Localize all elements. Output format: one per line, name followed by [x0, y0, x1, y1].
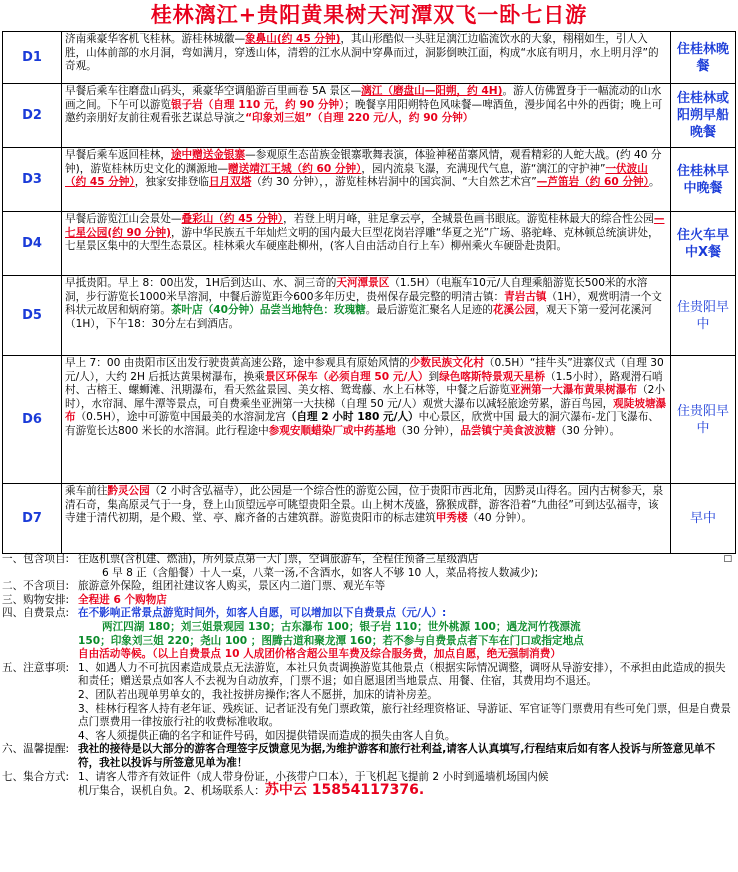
- page-title: 桂林漓江+贵阳黄果树天河潭双飞一卧七日游: [150, 2, 588, 27]
- description-segment: 品尝镇宁美食波波糖: [460, 424, 556, 437]
- description-segment: 品尝当地特色：: [259, 304, 334, 316]
- meal-info: 早中: [671, 484, 736, 554]
- description-segment: ，其山形酷似一头驻足漓江边临流饮水的大象，栩栩如生，引人入胜，山体前部的水月洞，弯如满月，穿透山体，清碧的江水从洞中穿鼻而过，洞影倒映江面，构成“水底有明月，水上明月浮”的奇观。: [65, 33, 659, 72]
- description-segment: —参观原生态苗族金银寨歌舞表演，体验神秘苗寨风情，观看精彩的人蛇大战。(约 40 分钟)，游览桂林历史文化的渊源地—: [65, 149, 662, 175]
- note-gathering: 七、集合方式: 1、请客人带齐有效证件（成人带身份证，小孩带户口本），于飞机起飞提前 2 小时到遥墙机场国内候 机厅集合，误机自负。2、机场联系人：苏中云 15854117376.: [2, 770, 549, 799]
- description-segment: （1.5H）（电瓶车10元/人自理乘船游览长500米的水溶洞，步行游览长1000米旱溶洞，中餐后游览距今600多年历史，贵州保存最完整的明清古镇：: [65, 277, 648, 303]
- day-description: [62, 484, 671, 554]
- contact-phone: 苏中云 15854117376.: [264, 782, 425, 799]
- description-segment: ，独家安排登临: [134, 176, 209, 188]
- square-icon: □: [723, 554, 732, 564]
- itinerary-row: [3, 356, 736, 484]
- description-segment: 亚洲第一大瀑布黄果树瀑布: [509, 384, 638, 396]
- description-segment: 。游人仿佛置身于一幅流动的山水画之间。下午可以游览: [65, 85, 662, 111]
- itinerary-row: [3, 32, 736, 84]
- description-segment: 早上 7：00 由贵阳市区出发行驶贵黄高速公路，途中参观具有原始风情的: [65, 357, 410, 369]
- day-description: [62, 84, 671, 148]
- description-segment: 茶叶店（40分钟）: [170, 304, 260, 316]
- description-segment: 花溪公园: [492, 304, 536, 316]
- itinerary-table: [2, 31, 736, 554]
- description-segment: 银子岩（自理 110 元，约 90 分钟）: [170, 98, 345, 111]
- day-label: D3: [3, 148, 62, 212]
- description-segment: 到: [428, 370, 440, 383]
- description-segment: 乘车前往: [65, 485, 108, 497]
- description-segment: ，若登上明月峰，驻足拿云亭，全城景色画书眼底。游览桂林最大的综合性公园: [283, 213, 654, 225]
- description-segment: 漓江（磨盘山—阳朔，约 4H): [361, 85, 503, 97]
- description-segment: （30 分钟）。: [555, 424, 621, 437]
- note-optional: 四、自费景点: 在不影响正常景点游览时间外，如客人自愿，可以增加以下自费景点（元/人）: 两江四湖 180；刘三姐景观园 130；古东瀑布 100；银子岩 110；世外桃源 100；遇龙河竹筏漂流 150；印象刘三姐 220；尧山 100 ；图腾古道和聚龙潭 160；若不参与自费景点者下车在门口或指定地点 自由活动等候。（以上自费景点 10 人成团价格含超公里车费及综合服务费，加点自愿，绝无强制消费）: [2, 607, 584, 661]
- description-segment: （40 分钟）。: [467, 512, 533, 524]
- description-segment: “印象刘三姐”（自理 220 元/人，约 90 分钟）: [245, 112, 474, 124]
- description-segment: 参观安顺蜡染厂或中药基地: [268, 424, 396, 437]
- notes-section: [2, 553, 736, 799]
- description-segment: （2 小时含弘福寺），此公园是一个综合性的游览公园，位于贵阳市西北角，因黔灵山得名。园内古树参天，泉清石奇，集高原灵气于一身，登上山顶望远亭可眺望贵阳全景。山上树木茂盛，猕猴成群，游客沿着“九曲径”可到达弘福寺，该寺建于清代初期，是个殿、堂、亭、廊齐备的古建筑群。游览贵阳市的标志建筑: [65, 485, 664, 524]
- description-segment: （约 30 分钟），，游览桂林岩洞中的国宾洞、“大自然艺术宫”: [251, 176, 537, 188]
- description-segment: （30 分钟），: [395, 424, 461, 437]
- description-segment: 中心景区，欣赏中国 最大的洞穴瀑布-龙门飞瀑布、有游览长达800 米长的水溶洞。此行程途中: [65, 411, 659, 437]
- note-reminder: 六、温馨提醒: 我社的接待是以大部分的游客合理签字反馈意见为据,为维护游客和旅行社利益,请客人认真填写,行程结束后如有客人投诉与所签意见单不符，我社以投诉与所签意见单为准！: [2, 743, 716, 769]
- day-label: D5: [3, 276, 62, 356]
- meal-info: 住桂林或阳朔早船晚餐: [671, 84, 736, 148]
- day-description: [62, 148, 671, 212]
- description-segment: ，园内流泉飞瀑，充满现代气息，游“漓江的守护神”: [361, 162, 606, 175]
- description-segment: 早餐后乘车往磨盘山码头，乘豪华空调船游百里画卷 5A 景区—: [65, 85, 362, 97]
- description-segment: —七星公园(约 90 分钟): [65, 213, 665, 239]
- description-segment: 象鼻山(约 45 分钟): [245, 33, 341, 45]
- description-segment: （自理 2 小时 180 元/人）: [285, 411, 419, 423]
- meal-info: 住贵阳早中: [671, 276, 736, 356]
- note-included: 一、包含项目: 往返机票(含机建、燃油)，所列景点第一大门票，空调旅游车，全程住预备三星级酒店 6 早 8 正（含船餐）十人一桌，八菜一汤,不含酒水，如客人不够 10 人，菜品将按人数减少);: [2, 553, 539, 579]
- description-segment: ，游中华民族五千年灿烂文明的国内最大巨型花岗岩浮雕“华夏之光”广场、骆驼峰、克林顿总统演讲处，七星景区集中的大型生态景区。桂林乘火车硬座赴柳州，(客人自由活动自行上车）柳州乘火车硬卧赴贵阳。: [65, 226, 659, 252]
- meal-info: 住火车早中X餐: [671, 212, 736, 276]
- description-segment: （0.5H）“挂牛头”进寨仪式（自理 30 元/人），大约 2H 后抵达黄果树瀑布，换乘: [65, 357, 664, 383]
- description-segment: 天河潭景区: [336, 277, 390, 289]
- description-segment: 途中赠送金银寨: [170, 149, 246, 161]
- description-segment: 黔灵公园: [107, 485, 150, 497]
- description-segment: ；晚餐享用阳朔特色风味餐—啤酒鱼，漫步闻名中外的西街；晚上可邀约亲朋好友前往观看张艺谋总导演之: [65, 98, 663, 124]
- day-label: D6: [3, 356, 62, 484]
- description-segment: （1.5小时），路观滑石哨村、古榕王、螺蛳滩、汛期瀑布，看天然盆景园、美女榕、鸳鸯藤、水上石林等，中餐之后游览: [65, 370, 663, 396]
- itinerary-row: [3, 276, 736, 356]
- description-segment: 日月双塔: [208, 176, 252, 188]
- description-segment: 早餐后游览江山会景处—: [65, 213, 182, 225]
- description-segment: 景区环保车（必须自理 50 元/人）: [264, 370, 429, 383]
- description-segment: 甲秀楼: [435, 512, 468, 524]
- description-segment: 早餐后乘车返回桂林，: [65, 149, 171, 161]
- description-segment: ，观天下第一爱河花溪河（1H），下午18：30分左右到酒店。: [65, 304, 652, 330]
- description-segment: —芦笛岩（约 60 分钟）: [536, 176, 649, 188]
- meal-info: 住贵阳早中: [671, 356, 736, 484]
- day-description: [62, 32, 671, 84]
- description-segment: 赠送靖江王城（约 60 分钟）: [228, 162, 362, 175]
- description-segment: 一伏波山（约 45 分钟）: [65, 162, 648, 188]
- description-segment: 。最后游览汇聚名人足迹的: [365, 304, 493, 316]
- itinerary-row: [3, 84, 736, 148]
- description-segment: 绿色喀斯特景观天星桥: [439, 370, 546, 383]
- description-segment: 早抵贵阳。早上 8：00出发，1H后到达山、水、洞三奇的: [65, 277, 337, 289]
- day-label: D1: [3, 32, 62, 84]
- itinerary-row: [3, 484, 736, 554]
- note-excluded: 二、不含项目: 旅游意外保险，组团社建议客人购买，景区内二道门票、观光车等: [2, 580, 386, 593]
- description-segment: （1H），观赏明清一个文科状元故居和炳府第。: [65, 290, 662, 316]
- day-description: [62, 356, 671, 484]
- itinerary-row: [3, 212, 736, 276]
- day-description: [62, 276, 671, 356]
- description-segment: 玫瑰糖: [334, 304, 366, 316]
- description-segment: 叠彩山（约 45 分钟）: [181, 213, 284, 225]
- meal-info: 住桂林早中晚餐: [671, 148, 736, 212]
- description-segment: 。: [648, 176, 660, 188]
- note-attention: 五、注意事项: 1、如遇人力不可抗因素造成景点无法游览，本社只负责调换游览其他景点（根据实际情况调整，调呀从导游安排），不承担由此造成的损失和责任；赠送景点如客人不去视为自动放弃，门票不退；如自愿退团当地景点、用餐、住宿，其费用均不退还。 2、团队若出现单男单女的，我社按拼房操作;客人不愿拼，加床的请补房差。 3、桂林行程客人持有老年证、残疾证、记者证没有免门票政策，旅行社经理资格证、导游证、军官证等门票费用有些可免门票，但是自费景点门票费用一律按旅行社的收费标准收取。 4、客人须提供正确的名字和证件号码，如因提供错误而造成的损失由客人自负。: [2, 661, 731, 742]
- meal-info: 住桂林晚餐: [671, 32, 736, 84]
- description-segment: 青岩古镇: [504, 290, 547, 303]
- description-segment: 少数民族文化村: [409, 357, 484, 369]
- description-segment: （2小时），水帘洞、犀牛潭等景点，可自费乘坐亚洲第一大扶梯（自理 50 元/人）观赏大瀑布以减轻旅途劳累，游百鸟园，: [65, 384, 665, 410]
- description-segment: 观陡坡塘瀑布: [65, 397, 667, 423]
- note-shopping: 三、购物安排: 全程进 6 个购物店: [2, 593, 167, 606]
- description-segment: 济南乘豪华客机飞桂林。游桂林城徽—: [65, 33, 246, 45]
- itinerary-row: [3, 148, 736, 212]
- day-description: [62, 212, 671, 276]
- day-label: D7: [3, 484, 62, 554]
- day-label: D2: [3, 84, 62, 148]
- day-label: D4: [3, 212, 62, 276]
- description-segment: （0.5H），途中可游览中国最美的水溶洞龙宫: [75, 411, 286, 423]
